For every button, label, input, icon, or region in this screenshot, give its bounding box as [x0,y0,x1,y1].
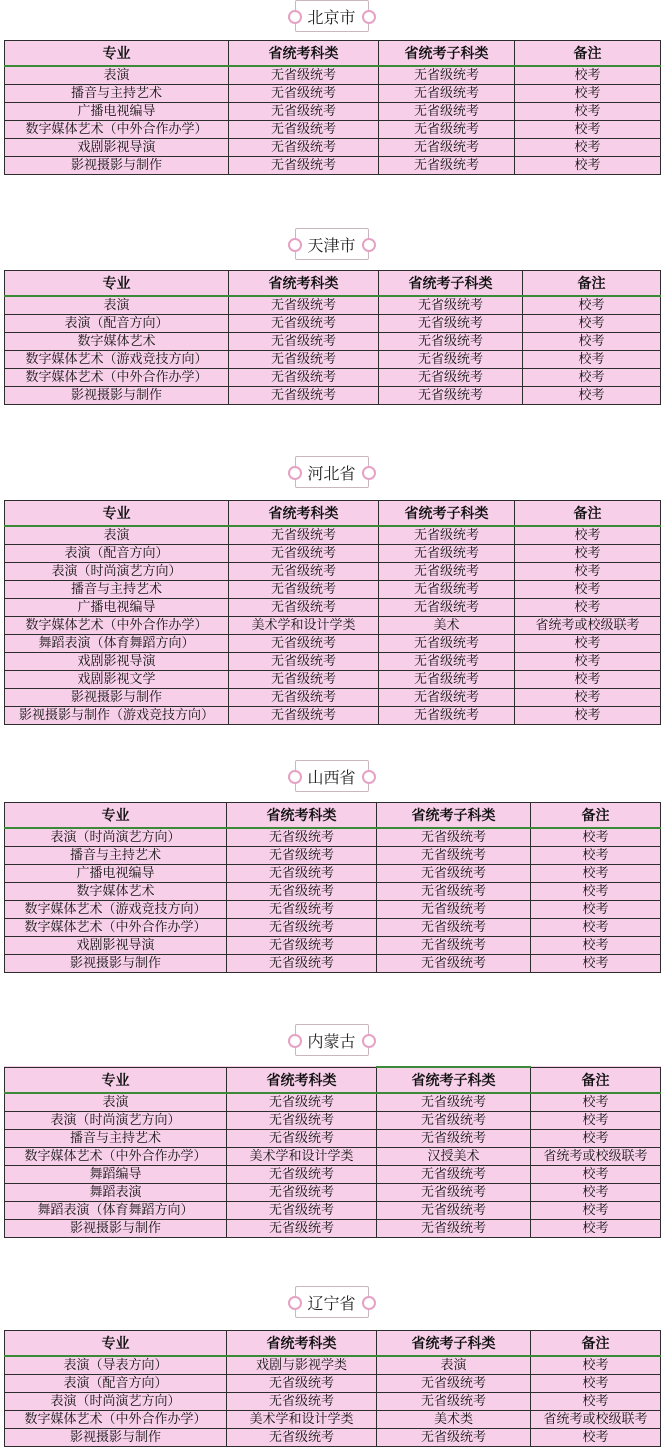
table-cell: 数字媒体艺术 [5,333,229,351]
table-cell: 美术类 [377,1411,531,1429]
table-cell: 表演 [5,296,229,315]
table-cell: 无省级统考 [229,333,379,351]
table-cell: 数字媒体艺术（中外合作办学） [5,617,229,635]
column-header: 备注 [531,1331,661,1357]
table-cell: 无省级统考 [227,847,377,865]
table-cell: 舞蹈编导 [5,1166,227,1184]
table-cell: 校考 [515,635,661,653]
table-cell: 无省级统考 [379,563,515,581]
table-row [5,883,661,901]
table-cell: 无省级统考 [229,545,379,563]
table-cell: 数字媒体艺术（中外合作办学） [5,121,229,139]
table-row [5,617,661,635]
table-cell: 无省级统考 [379,157,515,175]
table-cell: 无省级统考 [229,103,379,121]
table-cell: 无省级统考 [377,1375,531,1393]
table-cell: 无省级统考 [379,139,515,157]
table-cell: 无省级统考 [229,653,379,671]
table-cell: 表演 [377,1356,531,1375]
table-cell: 无省级统考 [377,937,531,955]
table-cell: 无省级统考 [229,351,379,369]
table-cell: 无省级统考 [379,671,515,689]
table-cell: 数字媒体艺术（中外合作办学） [5,919,227,937]
table-cell: 校考 [515,545,661,563]
table-cell: 无省级统考 [229,315,379,333]
table-cell: 播音与主持艺术 [5,847,227,865]
table-cell: 无省级统考 [227,1184,377,1202]
table-cell: 校考 [531,1429,661,1447]
column-header: 省统考子科类 [379,501,515,527]
table-cell: 影视摄影与制作 [5,157,229,175]
table-cell: 数字媒体艺术（中外合作办学） [5,369,229,387]
column-header: 省统考科类 [227,1331,377,1357]
column-header: 专业 [5,41,229,67]
table-cell: 校考 [531,1375,661,1393]
table-cell: 无省级统考 [379,66,515,85]
table-cell: 无省级统考 [379,121,515,139]
table-cell: 表演（导表方向） [5,1356,227,1375]
column-header: 省统考子科类 [379,41,515,67]
table-cell: 无省级统考 [229,85,379,103]
table-cell: 舞蹈表演 [5,1184,227,1202]
table-cell: 无省级统考 [379,707,515,725]
table-header-row [5,41,661,67]
table-cell: 无省级统考 [377,1184,531,1202]
table-cell: 无省级统考 [377,919,531,937]
column-header: 专业 [5,501,229,527]
table-cell: 校考 [531,1393,661,1411]
section-title-0 [0,0,663,30]
table-cell: 无省级统考 [227,865,377,883]
table-header-row [5,1067,661,1093]
admission-table-5 [4,1330,661,1447]
province-title: 内蒙古 [294,1024,368,1056]
table-cell: 校考 [531,919,661,937]
table-cell: 无省级统考 [377,1393,531,1411]
table-cell: 校考 [531,883,661,901]
table-row [5,1356,661,1375]
table-row [5,85,661,103]
table-cell: 无省级统考 [229,689,379,707]
table-cell: 校考 [515,707,661,725]
table-cell: 无省级统考 [229,121,379,139]
table-row [5,1166,661,1184]
table-cell: 无省级统考 [379,526,515,545]
table-row [5,689,661,707]
province-title: 山西省 [294,760,368,792]
table-cell: 无省级统考 [379,85,515,103]
table-header-row [5,1331,661,1357]
province-title: 北京市 [294,0,368,32]
section-title-2 [0,456,663,486]
table-cell: 无省级统考 [377,1112,531,1130]
column-header: 省统考科类 [229,41,379,67]
section-title-1 [0,228,663,258]
table-cell: 数字媒体艺术（中外合作办学） [5,1148,227,1166]
table-cell: 无省级统考 [229,707,379,725]
table-cell: 无省级统考 [229,599,379,617]
table-row [5,369,661,387]
table-header-row [5,501,661,527]
table-row [5,707,661,725]
table-row [5,333,661,351]
table-row [5,121,661,139]
table-cell: 无省级统考 [229,296,379,315]
table-cell: 校考 [515,85,661,103]
table-cell: 无省级统考 [229,581,379,599]
table-row [5,955,661,973]
table-cell: 戏剧与影视学类 [227,1356,377,1375]
table-row [5,581,661,599]
table-row [5,1220,661,1238]
admission-table-2 [4,500,661,725]
table-cell: 无省级统考 [379,581,515,599]
table-cell: 无省级统考 [377,865,531,883]
table-header-row [5,803,661,829]
table-row [5,1184,661,1202]
table-cell: 美术学和设计学类 [229,617,379,635]
table-cell: 播音与主持艺术 [5,581,229,599]
table-cell: 无省级统考 [227,1220,377,1238]
column-header: 省统考子科类 [379,271,523,297]
table-cell: 无省级统考 [379,315,523,333]
table-cell: 无省级统考 [379,653,515,671]
table-cell: 影视摄影与制作 [5,955,227,973]
table-row [5,671,661,689]
column-header: 专业 [5,1331,227,1357]
table-row [5,1393,661,1411]
province-title: 天津市 [294,228,368,260]
table-cell: 无省级统考 [377,1166,531,1184]
table-cell: 表演（配音方向） [5,1375,227,1393]
table-row [5,1093,661,1112]
table-cell: 无省级统考 [377,955,531,973]
table-cell: 表演（配音方向） [5,545,229,563]
admission-table-0 [4,40,661,175]
section-title-4 [0,1024,663,1054]
table-cell: 无省级统考 [379,689,515,707]
table-cell: 影视摄影与制作 [5,1429,227,1447]
table-cell: 无省级统考 [227,1202,377,1220]
table-cell: 校考 [531,1130,661,1148]
table-cell: 校考 [531,955,661,973]
column-header: 省统考科类 [227,1067,377,1093]
table-cell: 播音与主持艺术 [5,85,229,103]
table-cell: 无省级统考 [229,66,379,85]
table-cell: 美术学和设计学类 [227,1411,377,1429]
table-cell: 无省级统考 [379,103,515,121]
table-cell: 数字媒体艺术（游戏竞技方向） [5,901,227,919]
table-cell: 校考 [515,689,661,707]
section-title-5 [0,1286,663,1316]
table-cell: 无省级统考 [229,526,379,545]
table-cell: 无省级统考 [377,1220,531,1238]
table-cell: 校考 [531,1093,661,1112]
table-row [5,847,661,865]
table-cell: 无省级统考 [229,157,379,175]
table-cell: 表演（时尚演艺方向） [5,1393,227,1411]
admission-table-1 [4,270,661,405]
table-cell: 数字媒体艺术（中外合作办学） [5,1411,227,1429]
table-cell: 数字媒体艺术 [5,883,227,901]
column-header: 备注 [531,1067,661,1093]
table-cell: 表演 [5,66,229,85]
table-row [5,387,661,405]
table-cell: 校考 [523,369,661,387]
table-row [5,828,661,847]
table-cell: 无省级统考 [229,563,379,581]
table-cell: 舞蹈表演（体育舞蹈方向） [5,635,229,653]
table-cell: 校考 [515,66,661,85]
table-row [5,1202,661,1220]
table-cell: 无省级统考 [229,369,379,387]
table-cell: 省统考或校级联考 [531,1148,661,1166]
table-cell: 省统考或校级联考 [515,617,661,635]
table-cell: 无省级统考 [379,333,523,351]
table-cell: 无省级统考 [377,1429,531,1447]
table-cell: 广播电视编导 [5,599,229,617]
column-header: 专业 [5,803,227,829]
table-cell: 校考 [515,563,661,581]
column-header: 备注 [515,501,661,527]
table-cell: 播音与主持艺术 [5,1130,227,1148]
table-cell: 无省级统考 [377,847,531,865]
table-cell: 校考 [531,1356,661,1375]
table-row [5,545,661,563]
table-cell: 无省级统考 [227,1166,377,1184]
table-row [5,865,661,883]
table-row [5,103,661,121]
table-cell: 无省级统考 [227,1375,377,1393]
table-cell: 数字媒体艺术（游戏竞技方向） [5,351,229,369]
table-cell: 无省级统考 [377,883,531,901]
table-cell: 戏剧影视导演 [5,937,227,955]
table-row [5,1429,661,1447]
table-cell: 校考 [515,103,661,121]
table-cell: 表演（配音方向） [5,315,229,333]
column-header: 省统考科类 [229,501,379,527]
table-cell: 无省级统考 [229,387,379,405]
table-cell: 无省级统考 [379,351,523,369]
table-cell: 省统考或校级联考 [531,1411,661,1429]
table-cell: 校考 [531,901,661,919]
column-header: 省统考子科类 [377,803,531,829]
table-cell: 无省级统考 [379,599,515,617]
table-cell: 校考 [515,121,661,139]
table-cell: 广播电视编导 [5,103,229,121]
column-header: 备注 [523,271,661,297]
table-cell: 无省级统考 [227,1429,377,1447]
table-cell: 校考 [531,865,661,883]
column-header: 备注 [515,41,661,67]
table-cell: 广播电视编导 [5,865,227,883]
admission-table-3 [4,802,661,973]
table-row [5,1112,661,1130]
table-row [5,351,661,369]
table-row [5,653,661,671]
table-cell: 无省级统考 [227,937,377,955]
table-cell: 校考 [515,157,661,175]
table-row [5,599,661,617]
table-cell: 表演（时尚演艺方向） [5,828,227,847]
table-cell: 影视摄影与制作 [5,387,229,405]
table-cell: 无省级统考 [227,883,377,901]
table-cell: 无省级统考 [379,296,523,315]
table-cell: 校考 [531,1220,661,1238]
table-cell: 校考 [523,315,661,333]
table-row [5,296,661,315]
table-cell: 无省级统考 [227,1093,377,1112]
table-cell: 无省级统考 [227,828,377,847]
table-cell: 校考 [531,847,661,865]
table-row [5,1411,661,1429]
table-cell: 表演 [5,526,229,545]
table-cell: 无省级统考 [229,139,379,157]
column-header: 省统考子科类 [377,1067,531,1093]
table-cell: 校考 [523,296,661,315]
table-cell: 戏剧影视导演 [5,653,229,671]
table-row [5,635,661,653]
column-header: 省统考科类 [227,803,377,829]
table-cell: 校考 [531,1166,661,1184]
table-cell: 无省级统考 [377,1093,531,1112]
table-cell: 美术学和设计学类 [227,1148,377,1166]
table-row [5,66,661,85]
table-cell: 无省级统考 [379,545,515,563]
table-cell: 无省级统考 [377,828,531,847]
table-cell: 无省级统考 [379,369,523,387]
table-cell: 校考 [523,387,661,405]
table-row [5,563,661,581]
table-cell: 无省级统考 [379,387,523,405]
table-cell: 无省级统考 [377,1130,531,1148]
section-title-3 [0,760,663,790]
table-cell: 无省级统考 [229,635,379,653]
table-row [5,139,661,157]
table-cell: 校考 [515,671,661,689]
table-cell: 戏剧影视文学 [5,671,229,689]
column-header: 省统考科类 [229,271,379,297]
column-header: 省统考子科类 [377,1331,531,1357]
table-row [5,526,661,545]
table-cell: 校考 [523,333,661,351]
table-cell: 无省级统考 [377,901,531,919]
table-cell: 无省级统考 [227,955,377,973]
column-header: 备注 [531,803,661,829]
table-row [5,901,661,919]
table-cell: 影视摄影与制作 [5,689,229,707]
table-cell: 汉授美术 [377,1148,531,1166]
table-cell: 无省级统考 [377,1202,531,1220]
table-header-row [5,271,661,297]
table-cell: 校考 [515,526,661,545]
table-cell: 无省级统考 [379,635,515,653]
table-cell: 校考 [531,937,661,955]
table-cell: 影视摄影与制作（游戏竞技方向） [5,707,229,725]
table-cell: 影视摄影与制作 [5,1220,227,1238]
table-cell: 校考 [523,351,661,369]
table-row [5,937,661,955]
admission-table-4 [4,1066,661,1238]
table-cell: 舞蹈表演（体育舞蹈方向） [5,1202,227,1220]
table-cell: 校考 [515,139,661,157]
table-cell: 无省级统考 [227,1130,377,1148]
table-cell: 无省级统考 [229,671,379,689]
table-cell: 表演（时尚演艺方向） [5,563,229,581]
table-cell: 校考 [515,653,661,671]
table-cell: 校考 [531,1202,661,1220]
province-title: 河北省 [294,456,368,488]
table-row [5,1375,661,1393]
table-cell: 校考 [531,828,661,847]
table-cell: 戏剧影视导演 [5,139,229,157]
table-cell: 表演（时尚演艺方向） [5,1112,227,1130]
table-row [5,315,661,333]
table-cell: 表演 [5,1093,227,1112]
table-cell: 无省级统考 [227,901,377,919]
table-cell: 无省级统考 [227,1112,377,1130]
column-header: 专业 [5,271,229,297]
table-cell: 无省级统考 [227,919,377,937]
table-row [5,1148,661,1166]
table-row [5,1130,661,1148]
table-row [5,919,661,937]
table-cell: 无省级统考 [227,1393,377,1411]
table-cell: 校考 [531,1112,661,1130]
table-cell: 校考 [531,1184,661,1202]
province-title: 辽宁省 [294,1286,368,1318]
table-row [5,157,661,175]
column-header: 专业 [5,1067,227,1093]
table-cell: 美术 [379,617,515,635]
table-cell: 校考 [515,581,661,599]
table-cell: 校考 [515,599,661,617]
